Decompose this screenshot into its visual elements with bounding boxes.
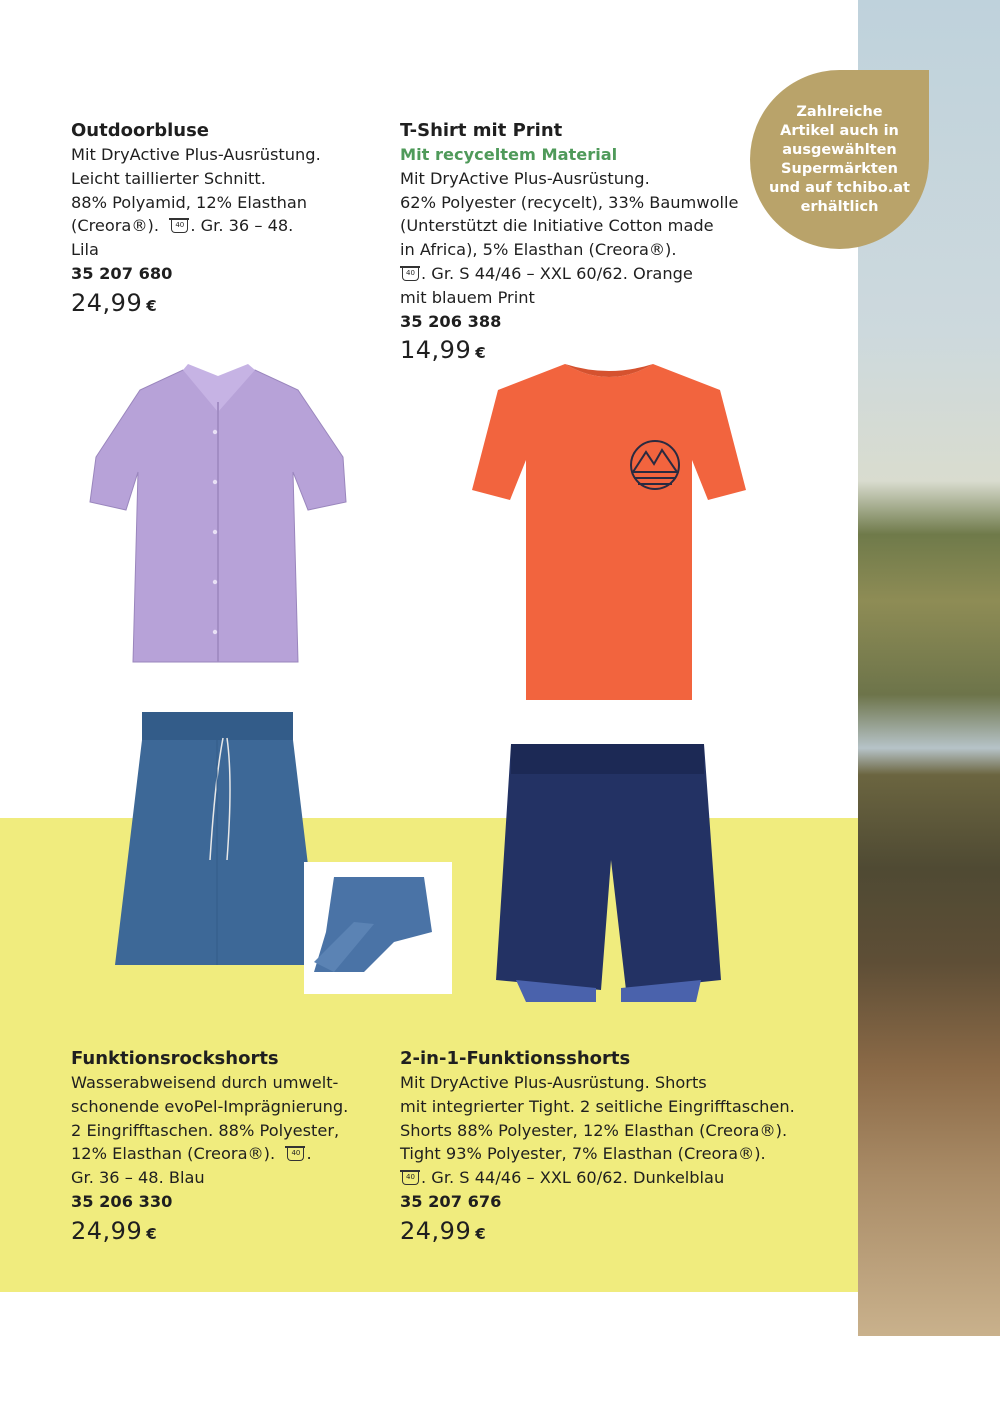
desc-text: . Gr. 36 – 48.	[190, 216, 294, 236]
currency: €	[475, 1224, 487, 1243]
desc-line: 88% Polyamid, 12% Elasthan	[71, 192, 308, 212]
article-number: 35 207 680	[71, 263, 173, 283]
desc-line: Mit DryActive Plus-Ausrüstung.	[400, 168, 650, 188]
article-number: 35 207 676	[400, 1191, 502, 1211]
desc-line: in Africa), 5% Elasthan (Creora®).	[400, 240, 677, 260]
desc-line-wash	[400, 1166, 795, 1190]
skort-inner-shorts-image	[304, 862, 452, 994]
desc-text: . Gr. S 44/46 – XXL 60/62. Orange	[421, 263, 693, 283]
desc-line: Mit DryActive Plus-Ausrüstung.	[71, 145, 321, 164]
desc-line: Wasserabweisend durch umwelt-	[71, 1073, 339, 1092]
desc-line: (Unterstützt die Initiative Cotton made	[400, 216, 714, 236]
product-title: T-Shirt mit Print	[400, 120, 563, 141]
desc-line: Leicht taillierter Schnitt.	[71, 168, 266, 188]
desc-line-wash	[71, 1142, 348, 1166]
desc-text: (Creora®).	[71, 216, 160, 236]
desc-line: schonende evoPel-Imprägnierung.	[71, 1096, 349, 1116]
desc-line: Tight 93% Polyester, 7% Elasthan (Creora®).	[400, 1144, 766, 1164]
desc-line: Mit DryActive Plus-Ausrüstung. Shorts	[400, 1073, 707, 1092]
desc-line: mit integrierter Tight. 2 seitliche Eingrifftaschen.	[400, 1096, 795, 1116]
purple-blouse-image	[88, 362, 350, 680]
orange-tshirt-image	[470, 360, 748, 705]
desc-text: 12% Elasthan (Creora®).	[71, 1144, 276, 1164]
badge-text: Zahlreiche Artikel auch in ausgewählten Supermärkten und auf tchibo.at erhältlich	[769, 103, 910, 215]
currency: €	[146, 296, 158, 315]
navy-shorts-image	[496, 740, 721, 1002]
price-value: 24,99	[71, 288, 143, 317]
product-color: mit blauem Print	[400, 287, 535, 307]
wash-40-icon: 40	[287, 1148, 304, 1161]
product-tshirt	[400, 118, 738, 366]
blue-skort-image	[115, 710, 320, 970]
product-price	[71, 288, 321, 319]
article-number: 35 206 330	[71, 1191, 173, 1211]
product-color: Gr. 36 – 48. Blau	[71, 1168, 205, 1188]
product-title: Funktionsrockshorts	[71, 1048, 279, 1069]
currency: €	[475, 344, 487, 363]
price-value: 14,99	[400, 336, 472, 365]
wash-40-icon: 40	[171, 220, 188, 233]
product-price	[400, 1216, 795, 1247]
product-funktionsrockshorts	[71, 1046, 348, 1247]
desc-line: 62% Polyester (recycelt), 33% Baumwolle	[400, 192, 739, 212]
desc-text: . Gr. S 44/46 – XXL 60/62. Dunkelblau	[421, 1168, 725, 1188]
desc-line: 2 Eingrifftaschen. 88% Polyester,	[71, 1120, 340, 1140]
currency: €	[146, 1224, 158, 1243]
product-title: Outdoorbluse	[71, 120, 210, 141]
wash-40-icon: 40	[402, 268, 419, 281]
desc-line-wash	[400, 262, 738, 286]
article-number: 35 206 388	[400, 311, 502, 331]
desc-line: Shorts 88% Polyester, 12% Elasthan (Creora®).	[400, 1120, 788, 1140]
price-value: 24,99	[400, 1216, 472, 1245]
desc-text: .	[306, 1144, 312, 1164]
wash-40-icon: 40	[402, 1172, 419, 1185]
product-price	[71, 1216, 348, 1247]
product-outdoorbluse	[71, 118, 321, 319]
product-color: Lila	[71, 240, 99, 260]
product-subtitle: Mit recyceltem Material	[400, 145, 618, 164]
product-2in1-funktionsshorts	[400, 1046, 795, 1247]
product-title: 2-in-1-Funktionsshorts	[400, 1048, 631, 1069]
desc-line-wash	[71, 214, 321, 238]
price-value: 24,99	[71, 1216, 143, 1245]
availability-badge	[750, 70, 929, 249]
